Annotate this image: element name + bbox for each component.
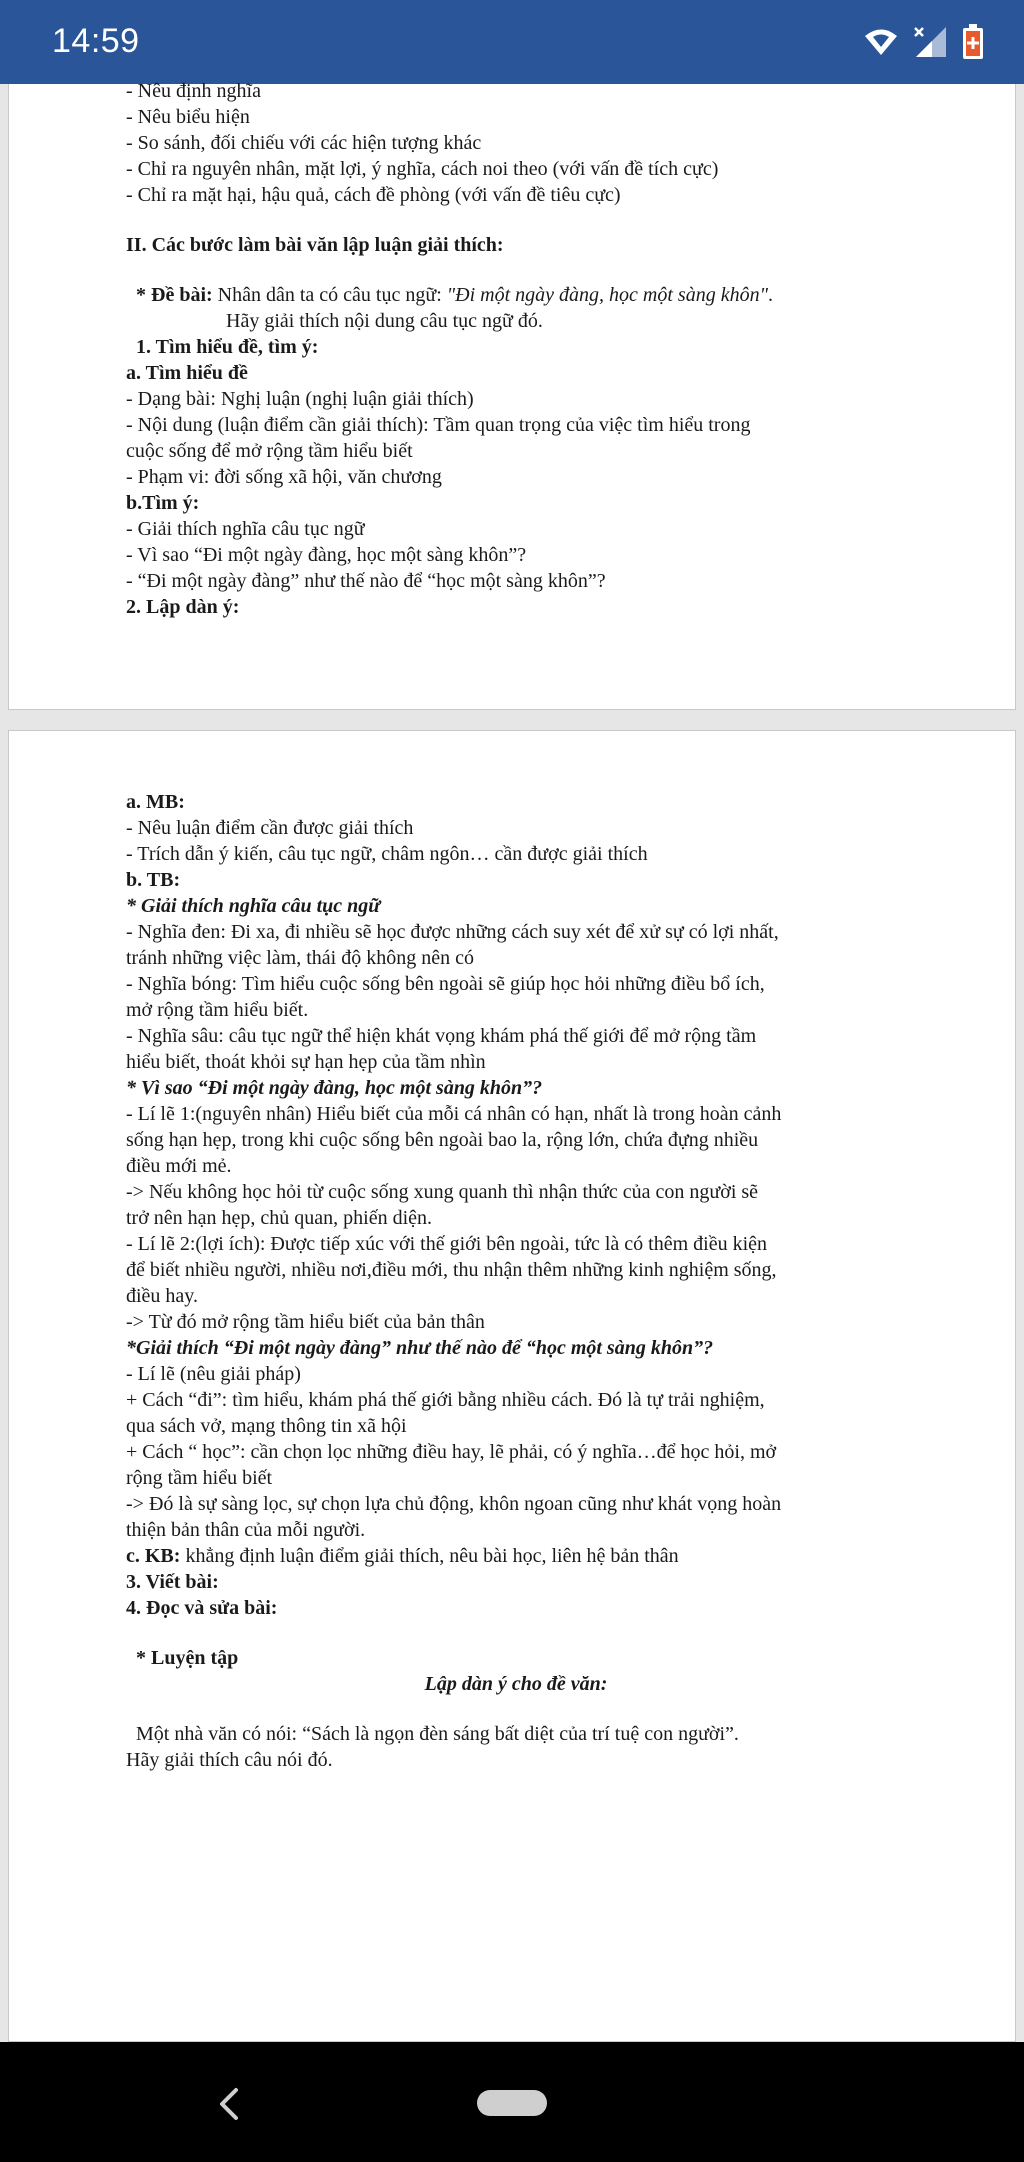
section-heading: II. Các bước làm bài văn lập luận giải thích:	[126, 234, 504, 256]
text-line: + Cách “ học”: cần chọn lọc những điều hay, lẽ phải, có ý nghĩa…để học hỏi, mở	[126, 1441, 777, 1463]
home-pill[interactable]	[477, 2090, 547, 2116]
text-line: sống hạn hẹp, trong khi cuộc sống bên ngoài bao la, rộng lớn, chứa đựng nhiều	[126, 1129, 759, 1151]
kb-label: c. KB:	[126, 1545, 181, 1567]
mb-heading: a. MB:	[126, 791, 185, 813]
text-line: - Nghĩa bóng: Tìm hiểu cuộc sống bên ngoài sẽ giúp học hỏi những điều bổ ích,	[126, 973, 765, 995]
navigation-bar	[0, 2042, 1024, 2162]
battery-saver-icon	[962, 24, 984, 60]
text-line: -> Đó là sự sàng lọc, sự chọn lựa chủ động, khôn ngoan cũng như khát vọng hoàn	[126, 1493, 782, 1515]
step-2-heading: 2. Lập dàn ý:	[126, 596, 240, 618]
text-line: - Lí lẽ (nêu giải pháp)	[126, 1363, 301, 1385]
text-line: - “Đi một ngày đàng” như thế nào để “học một sàng khôn”?	[126, 570, 606, 592]
status-time: 14:59	[52, 22, 140, 60]
practice-prompt-2: Hãy giải thích câu nói đó.	[126, 1749, 333, 1771]
text-line: - Phạm vi: đời sống xã hội, văn chương	[126, 466, 442, 488]
text-line: -> Nếu không học hỏi từ cuộc sống xung quanh thì nhận thức của con người sẽ	[126, 1181, 759, 1203]
text-line: tránh những việc làm, thái độ không nên có	[126, 947, 474, 969]
practice-prompt: Một nhà văn có nói: “Sách là ngọn đèn sáng bất diệt của trí tuệ con người”.	[136, 1723, 739, 1745]
text-line: - Nghĩa đen: Đi xa, đi nhiều sẽ học được những cách suy xét để xử sự có lợi nhất,	[126, 921, 779, 943]
back-icon[interactable]	[214, 2086, 244, 2122]
text-line: - Chỉ ra nguyên nhân, mặt lợi, ý nghĩa, cách noi theo (với vấn đề tích cực)	[126, 158, 719, 180]
topic-line	[126, 282, 906, 308]
page-1-content	[126, 78, 906, 620]
subheading: * Vì sao “Đi một ngày đàng, học một sàng khôn”?	[126, 1077, 543, 1099]
practice-title: Lập dàn ý cho đề văn:	[424, 1673, 608, 1695]
step-3-heading: 3. Viết bài:	[126, 1571, 219, 1593]
text-line: - Vì sao “Đi một ngày đàng, học một sàng khôn”?	[126, 544, 527, 566]
text-line: - Nêu biểu hiện	[126, 106, 250, 128]
text-line: thiện bản thân của mỗi người.	[126, 1519, 366, 1541]
topic-label: * Đề bài:	[136, 284, 213, 306]
wifi-icon	[864, 27, 898, 57]
text-line: - Lí lẽ 1:(nguyên nhân) Hiểu biết của mỗi cá nhân có hạn, nhất là trong hoàn cảnh	[126, 1103, 782, 1125]
text-line: -> Từ đó mở rộng tầm hiểu biết của bản thân	[126, 1311, 485, 1333]
text-line: qua sách vở, mạng thông tin xã hội	[126, 1415, 407, 1437]
text-line: - Giải thích nghĩa câu tục ngữ	[126, 518, 365, 540]
tb-heading: b. TB:	[126, 869, 181, 891]
text-line: + Cách “đi”: tìm hiểu, khám phá thế giới bằng nhiều cách. Đó là tự trải nghiệm,	[126, 1389, 765, 1411]
text-line: trở nên hạn hẹp, chủ quan, phiến diện.	[126, 1207, 433, 1229]
status-bar	[0, 0, 1024, 84]
text-line: - Nghĩa sâu: câu tục ngữ thể hiện khát vọng khám phá thế giới để mở rộng tầm	[126, 1025, 757, 1047]
document-page-1	[8, 80, 1016, 710]
step-4-heading: 4. Đọc và sửa bài:	[126, 1597, 278, 1619]
practice-heading: * Luyện tập	[136, 1647, 239, 1669]
subheading: *Giải thích “Đi một ngày đàng” như thế nào để “học một sàng khôn”?	[126, 1337, 714, 1359]
kb-line	[126, 1543, 906, 1569]
status-icons	[864, 22, 984, 62]
step-1-heading: 1. Tìm hiểu đề, tìm ý:	[136, 336, 319, 358]
text-line: - Nội dung (luận điểm cần giải thích): Tầm quan trọng của việc tìm hiểu trong	[126, 414, 751, 436]
text-line: - Nêu luận điểm cần được giải thích	[126, 817, 414, 839]
text-line: - So sánh, đối chiếu với các hiện tượng khác	[126, 132, 482, 154]
subheading: * Giải thích nghĩa câu tục ngữ	[126, 895, 381, 917]
text-line: để biết nhiều người, nhiều nơi,điều mới, thu nhận thêm những kinh nghiệm sống,	[126, 1259, 777, 1281]
step-1b-heading: b.Tìm ý:	[126, 492, 200, 514]
topic-line-2: Hãy giải thích nội dung câu tục ngữ đó.	[226, 310, 543, 332]
text-line: - Chỉ ra mặt hại, hậu quả, cách đề phòng (với vấn đề tiêu cực)	[126, 184, 621, 206]
text-line: hiểu biết, thoát khỏi sự hạn hẹp của tầm nhìn	[126, 1051, 486, 1073]
topic-text: Nhân dân ta có câu tục ngữ:	[212, 284, 447, 306]
text-line: điều mới mẻ.	[126, 1155, 232, 1177]
topic-quote: "Đi một ngày đàng, học một sàng khôn"	[446, 284, 768, 306]
text-line: - Lí lẽ 2:(lợi ích): Được tiếp xúc với thế giới bên ngoài, tức là có thêm điều kiện	[126, 1233, 768, 1255]
topic-end: .	[767, 284, 773, 306]
kb-text: khẳng định luận điểm giải thích, nêu bài học, liên hệ bản thân	[180, 1545, 679, 1567]
document-page-2	[8, 730, 1016, 2042]
text-line: - Nêu định nghĩa	[126, 80, 261, 102]
text-line: rộng tầm hiểu biết	[126, 1467, 273, 1489]
step-1a-heading: a. Tìm hiểu đề	[126, 362, 248, 384]
text-line: mở rộng tầm hiểu biết.	[126, 999, 309, 1021]
text-line: điều hay.	[126, 1285, 199, 1307]
text-line: - Dạng bài: Nghị luận (nghị luận giải thích)	[126, 388, 474, 410]
cellular-signal-icon	[912, 25, 948, 59]
page-2-content	[126, 789, 906, 1773]
text-line: cuộc sống để mở rộng tầm hiểu biết	[126, 440, 413, 462]
text-line: - Trích dẫn ý kiến, câu tục ngữ, châm ngôn… cần được giải thích	[126, 843, 648, 865]
